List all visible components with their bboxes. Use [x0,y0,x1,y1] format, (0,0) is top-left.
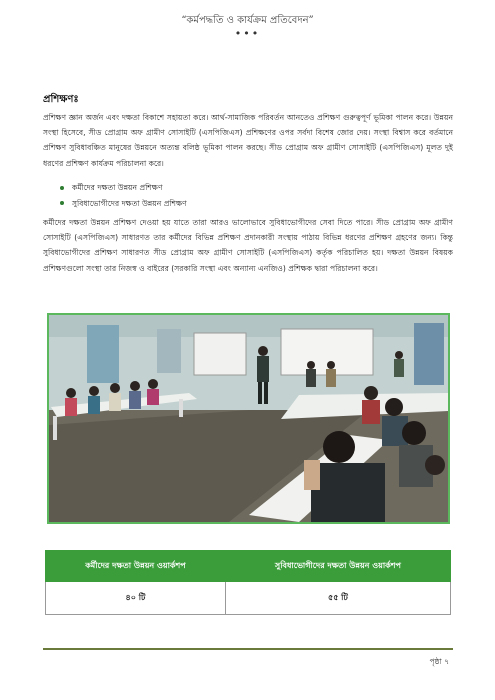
list-item: কর্মীদের দক্ষতা উন্নয়ন প্রশিক্ষণ [60,180,187,196]
section-heading: প্রশিক্ষণঃ [43,94,79,105]
page-number: পৃষ্ঠা ৭ [429,657,449,666]
workshop-count-table [45,550,451,615]
intro-paragraph: প্রশিক্ষণ জ্ঞান অর্জন এবং দক্ষতা বিকাশে সহায়তা করে। আর্থ-সামাজিক পরিবর্তন আনতেও প্রশিক্ষণ গুরুত্বপূর্ণ ভূমিকা পালন করে। উন্নয়ন সংস্থা হিসেবে, সীড প্রোগ্রাম অফ গ্রামীণ সোসাইটি (এসপিজিএস) প্রশিক্ষণের ওপর সর্বদা বিশেষ জোর দেয়। সংস্থা বিশ্বাস করে বর্তমানে প্রশিক্ষণ সুবিধাবঞ্চিত মানুষের উন্নয়নে অত্যন্ত বলিষ্ঠ ভূমিকা পালন করছে। সীড প্রোগ্রাম অফ গ্রামীণ সোসাইটি (এসপিজিএস) মূলত দুই ধরণের প্রশিক্ষণ কার্যক্রম পরিচালনা করে। [43,113,453,168]
list-item: সুবিধাভোগীদের দক্ষতা উন্নয়ন প্রশিক্ষণ [60,196,187,212]
document-header-title: “কর্মপদ্ধতি ও কার্যক্রম প্রতিবেদন” [181,15,314,26]
table-header-staff-workshop: কর্মীদের দক্ষতা উন্নয়ন ওয়ার্কশপ [46,551,226,582]
footer-divider [43,648,453,650]
table-cell-beneficiary-count: ৫৫ টি [225,582,450,615]
training-type-list [60,180,187,211]
table-cell-staff-count: ৪০ টি [46,582,226,615]
detail-paragraph: কর্মীদের দক্ষতা উন্নয়ন প্রশিক্ষণ দেওয়া হয় যাতে তারা আরও ভালোভাবে সুবিধাভোগীদের সেবা দিতে পারে। সীড প্রোগ্রাম অফ গ্রামীণ সোসাইটি (এসপিজিএস) সাধারণত তার কর্মীদের বিভিন্ন প্রশিক্ষণ প্রদানকারী সংস্থায় পাঠায় বিভিন্ন ধরণের প্রশিক্ষণ গ্রহণের জন্য। কিন্তু সুবিধাভোগীদের প্রশিক্ষণ সাধারণত সীড প্রোগ্রাম অফ গ্রামীণ সোসাইটি (এসপিজিএস) কর্তৃক পরিচালিত হয়। দক্ষতা উন্নয়ন বিষয়ক প্রশিক্ষণগুলো সংস্থা তার নিজস্ব ও বাইরের (সরকারি সংস্থা এবং অন্যান্য এনজিও) প্রশিক্ষক দ্বারা পরিচালনা করে। [43,218,453,273]
table-header-beneficiary-workshop: সুবিধাভোগীদের দক্ষতা উন্নয়ন ওয়ার্কশপ [225,551,450,582]
training-session-photo [47,313,450,524]
header-ornament: ••• [234,27,261,40]
